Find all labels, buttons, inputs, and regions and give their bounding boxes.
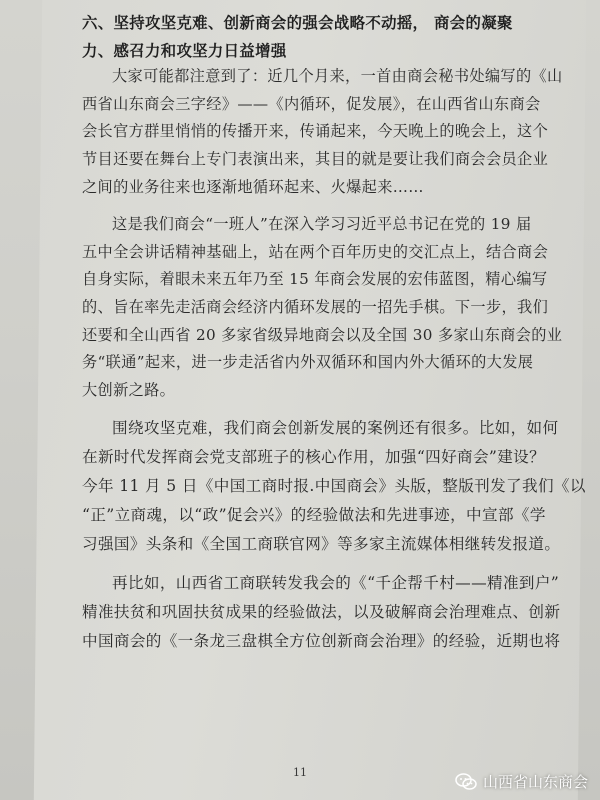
section-heading-line-2: 力、感召力和攻坚力日益增强	[82, 41, 287, 60]
paragraph-line: 围绕攻坚克难，我们商会创新发展的案例还有很多。比如，如何	[112, 419, 559, 438]
paragraph-line: 务“联通”起来，进一步走活省内外双循环和国内外大循环的大发展	[82, 353, 534, 372]
paragraph-line: 会长官方群里悄悄的传播开来，传诵起来，今天晚上的晚会上，这个	[82, 122, 549, 141]
paragraph-line: 习强国》头条和《全国工商联官网》等多家主流媒体相继转发报道。	[82, 535, 561, 554]
paragraph-line: 大家可能都注意到了：近几个月来，一首由商会秘书处编写的《山	[112, 67, 563, 86]
paragraph-line: 节目还要在舞台上专门表演出来，其目的就是要让我们商会会员企业	[82, 149, 549, 168]
paragraph-line: 五中全会讲话精神基础上，站在两个百年历史的交汇点上，结合商会	[82, 242, 549, 261]
paragraph-line: 的、旨在率先走活商会经济内循环发展的一招先手棋。下一步，我们	[82, 297, 549, 316]
paragraph-line: 今年 11 月 5 日《中国工商时报.中国商会》头版，整版刊发了我们《以	[82, 477, 586, 496]
paragraph-2	[82, 211, 563, 404]
paragraph-line: 精准扶贫和巩固扶贫成果的经验做法，以及破解商会治理难点、创新	[82, 603, 561, 622]
paragraph-line: 再比如，山西省工商联转发我会的《“千企帮千村——精准到户”	[112, 574, 560, 593]
watermark-text: 山西省山东商会	[482, 773, 588, 791]
paragraph-line: 在新时代发挥商会党支部班子的核心作用，加强“四好商会”建设？	[82, 448, 546, 467]
paragraph-line: 之间的业务往来也逐渐地循环起来、火爆起来……	[82, 177, 424, 196]
paragraph-line: 大创新之路。	[82, 380, 176, 399]
paragraph-3	[82, 414, 586, 559]
wechat-icon	[455, 773, 477, 791]
section-heading-line-1: 六、坚持攻坚克难、创新商会的强会战略不动摇， 商会的凝聚	[82, 14, 513, 32]
paragraph-1	[82, 63, 563, 201]
document-body	[82, 10, 586, 656]
paragraph-line: 西省山东商会三字经》——《内循环，促发展》，在山西省山东商会	[82, 94, 541, 113]
paragraph-line: 自身实际，着眼未来五年乃至 15 年商会发展的宏伟蓝图，精心编写	[82, 270, 548, 289]
paragraph-line: 中国商会的《一条龙三盘棋全方位创新商会治理》的经验，近期也将	[82, 632, 561, 651]
paragraph-line: 还要和全山西省 20 多家省级异地商会以及全国 30 多家山东商会的业	[82, 325, 563, 344]
watermark	[455, 771, 588, 792]
paragraph-line: “正”立商魂，以“政”促会兴》的经验做法和先进事迹，中宣部《学	[82, 506, 546, 525]
paragraph-4	[82, 569, 561, 656]
paragraph-line: 这是我们商会“一班人”在深入学习习近平总书记在党的 19 届	[112, 215, 532, 234]
page-number: 11	[293, 766, 307, 779]
